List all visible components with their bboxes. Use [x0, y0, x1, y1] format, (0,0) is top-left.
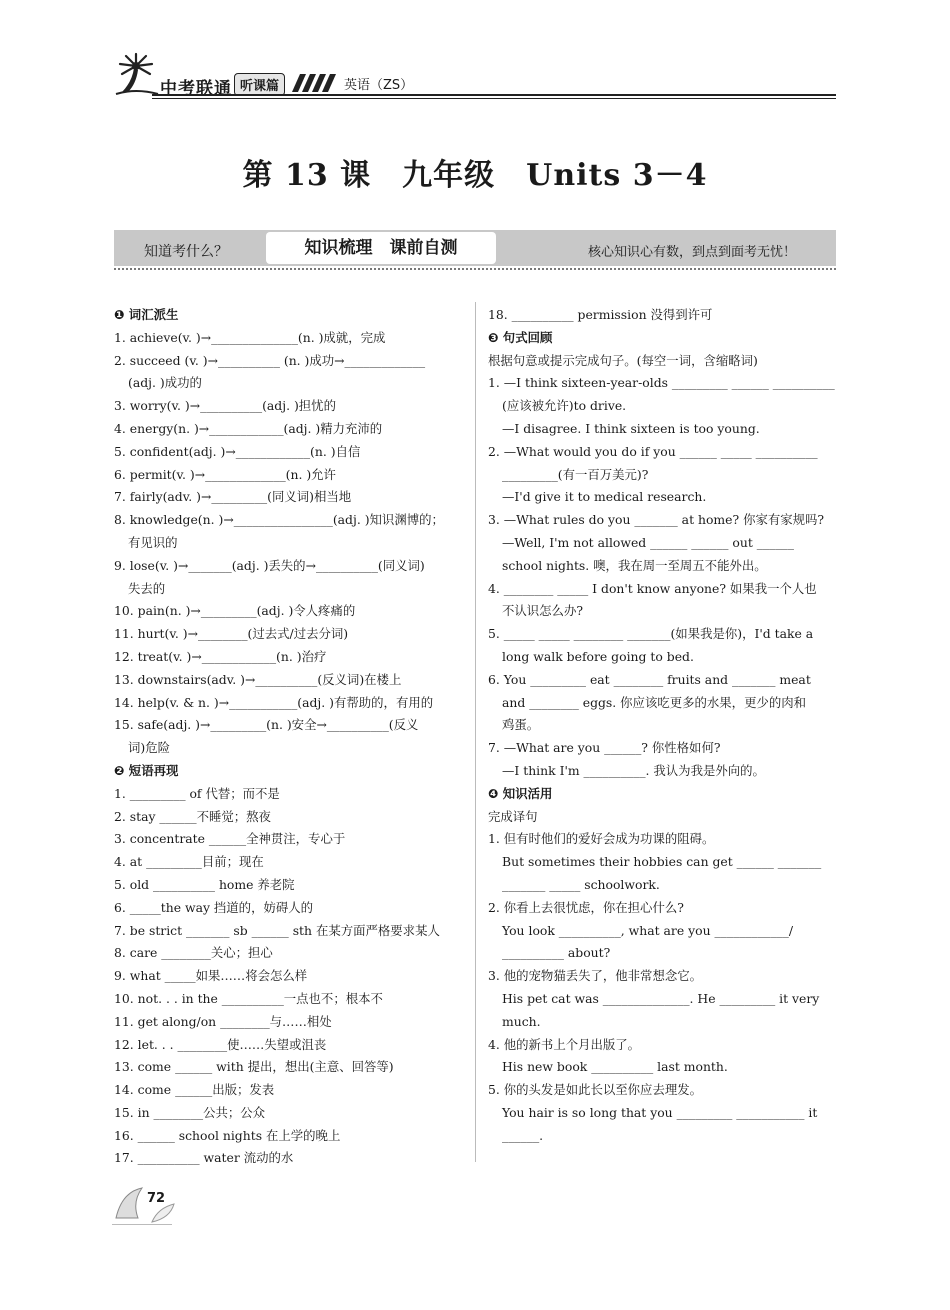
exercise-line: _________(有一百万美元)? — [502, 466, 649, 482]
exercise-line: 根据句意或提示完成句子。(每空一词，含缩略词) — [488, 352, 758, 368]
banner-left-text: 知道考什么？ — [144, 244, 228, 260]
exercise-line: 不认识怎么办? — [502, 603, 583, 619]
exercise-line: 15. safe(adj. )→_________(n. )安全→__________(反义 — [114, 717, 419, 733]
exercise-line: 6. _____the way 挡道的，妨碍人的 — [114, 899, 314, 915]
exercise-line: long walk before going to bed. — [502, 648, 694, 664]
exercise-line: —I think I'm __________. 我认为我是外向的。 — [502, 762, 765, 778]
exercise-line: 16. ______ school nights 在上学的晚上 — [114, 1127, 341, 1143]
stripes-decoration-icon — [292, 74, 336, 92]
exercise-line: ______. — [502, 1127, 544, 1143]
exercise-line: 1. —I think sixteen-year-olds _________ ______ __________ — [488, 375, 835, 391]
exercise-line: 4. at _________目前；现在 — [114, 854, 264, 870]
exercise-line: You look __________, what are you ____________/ — [502, 922, 794, 938]
exercise-line: 5. confident(adj. )→____________(n. )自信 — [114, 443, 361, 459]
exercise-line: 5. 你的头发是如此长以至你应去理发。 — [488, 1082, 703, 1098]
header-rule — [152, 94, 836, 96]
exercise-line: 10. not. . . in the __________一点也不；根本不 — [114, 990, 383, 1006]
exercise-line: 完成译句 — [488, 808, 538, 824]
section-heading: ❶ 词汇派生 — [114, 307, 179, 322]
footer-rule — [112, 1224, 172, 1225]
exercise-line: 3. 他的宠物猫丢失了，他非常想念它。 — [488, 968, 703, 984]
page-number: 72 — [147, 1191, 166, 1206]
exercise-line: and ________ eggs. 你应该吃更多的水果，更少的肉和 — [502, 694, 807, 710]
exercise-line: 9. lose(v. )→_______(adj. )丢失的→__________(同义词) — [114, 557, 425, 573]
exercise-line: 18. __________ permission 没得到许可 — [488, 307, 713, 322]
exercise-line: 1. 但有时他们的爱好会成为功课的阻碍。 — [488, 831, 715, 847]
exercise-line: 6. You _________ eat ________ fruits and _______ meat — [488, 671, 811, 687]
section-banner — [114, 230, 836, 266]
exercise-line: 1. achieve(v. )→______________(n. )成就，完成 — [114, 329, 386, 345]
exercise-line: 14. help(v. & n. )→___________(adj. )有帮助的，有用的 — [114, 694, 434, 710]
banner-right-text: 核心知识心有数，到点到面考无忧！ — [587, 245, 796, 260]
exercise-line: 6. permit(v. )→_____________(n. )允许 — [114, 466, 336, 482]
subject-label: 英语（ZS） — [344, 78, 414, 93]
exercise-line: 失去的 — [128, 580, 166, 596]
exercise-line: But sometimes their hobbies can get ______ _______ — [502, 854, 822, 870]
exercise-line: 11. hurt(v. )→________(过去式/过去分词) — [114, 626, 349, 642]
section-heading: ❷ 短语再现 — [114, 762, 179, 778]
exercise-line: 7. fairly(adv. )→_________(同义词)相当地 — [114, 489, 352, 505]
banner-heading: 知识梳理 课前自测 — [266, 232, 496, 264]
exercise-line: 5. _____ _____ ________ _______(如果我是你)，I'd take a — [488, 626, 814, 642]
exercise-line: 2. —What would you do if you ______ _____ __________ — [488, 443, 818, 459]
exercise-line: 17. __________ water 流动的水 — [114, 1150, 294, 1166]
exercise-line: 词)危险 — [128, 740, 171, 756]
exercise-line: 7. be strict _______ sb ______ sth 在某方面严格要求某人 — [114, 922, 440, 938]
series-tag: 听课篇 — [234, 73, 285, 96]
exercise-line: 3. concentrate ______全神贯注，专心于 — [114, 831, 346, 847]
exercise-line: 5. old __________ home 养老院 — [114, 876, 295, 892]
column-divider — [475, 302, 476, 1162]
exercise-line: You hair is so long that you _________ ___________ it — [502, 1104, 818, 1120]
exercise-line: school nights. 噢，我在周一至周五不能外出。 — [502, 557, 767, 573]
exercise-line: 鸡蛋。 — [502, 717, 540, 733]
exercise-line: 13. downstairs(adv. )→__________(反义词)在楼上 — [114, 671, 402, 687]
exercise-line: His new book __________ last month. — [502, 1059, 728, 1075]
left-column — [114, 304, 464, 1170]
exercise-line: 4. energy(n. )→____________(adj. )精力充沛的 — [114, 420, 383, 436]
banner-dotted-rule — [114, 268, 836, 270]
exercise-line: 12. let. . . ________使……失望或沮丧 — [114, 1036, 327, 1052]
exercise-line: (adj. )成功的 — [128, 375, 202, 391]
exercise-line: 2. succeed (v. )→__________ (n. )成功→_____________ — [114, 352, 426, 368]
exercise-line: —I'd give it to medical research. — [502, 489, 707, 505]
exercise-line: 14. come ______出版；发表 — [114, 1082, 275, 1098]
exercise-line: 8. care ________关心；担心 — [114, 945, 273, 961]
exercise-line: 有见识的 — [128, 534, 178, 550]
exercise-line: 8. knowledge(n. )→________________(adj. )知识渊博的； — [114, 512, 444, 528]
exercise-line: 3. —What rules do you _______ at home? 你家有家规吗? — [488, 512, 825, 528]
exercise-line: 4. 他的新书上个月出版了。 — [488, 1036, 641, 1052]
exercise-line: 13. come ______ with 提出，想出(主意、回答等) — [114, 1059, 394, 1075]
exercise-line: 9. what _____如果……将会怎么样 — [114, 968, 308, 984]
exercise-line: 7. —What are you ______? 你性格如何? — [488, 740, 721, 756]
exercise-line: _______ _____ schoolwork. — [502, 876, 660, 892]
section-heading: ❸ 句式回顾 — [488, 329, 553, 345]
page-title: 第 13 课 九年级 Units 3－4 — [242, 158, 708, 193]
exercise-line: 10. pain(n. )→_________(adj. )令人疼痛的 — [114, 603, 356, 619]
exercise-line: 11. get along/on ________与……相处 — [114, 1013, 332, 1029]
header-rule-thin — [152, 98, 836, 99]
leaf-decoration-icon — [112, 1178, 178, 1226]
tree-logo-icon — [112, 52, 160, 98]
exercise-line: 15. in ________公共；公众 — [114, 1104, 266, 1120]
exercise-line: 1. _________ of 代替；而不是 — [114, 785, 280, 801]
exercise-line: much. — [502, 1013, 541, 1029]
page-header — [112, 52, 836, 98]
exercise-line: —I disagree. I think sixteen is too young. — [502, 420, 760, 436]
exercise-line: (应该被允许)to drive. — [502, 398, 627, 414]
right-column — [488, 304, 838, 1147]
exercise-line: —Well, I'm not allowed ______ ______ out ______ — [502, 534, 794, 550]
exercise-line: 2. 你看上去很忧虑，你在担心什么? — [488, 899, 684, 915]
brand-name: 中考联通 — [160, 79, 232, 99]
exercise-line: __________ about? — [502, 945, 611, 961]
exercise-line: 12. treat(v. )→____________(n. )治疗 — [114, 648, 327, 664]
exercise-line: His pet cat was ______________. He _________ it very — [502, 990, 820, 1006]
exercise-line: 3. worry(v. )→__________(adj. )担忧的 — [114, 398, 336, 414]
exercise-line: 2. stay ______不睡觉；熬夜 — [114, 808, 271, 824]
section-heading: ❹ 知识活用 — [488, 785, 553, 801]
exercise-line: 4. ________ _____ I don't know anyone? 如果我一个人也 — [488, 580, 817, 596]
